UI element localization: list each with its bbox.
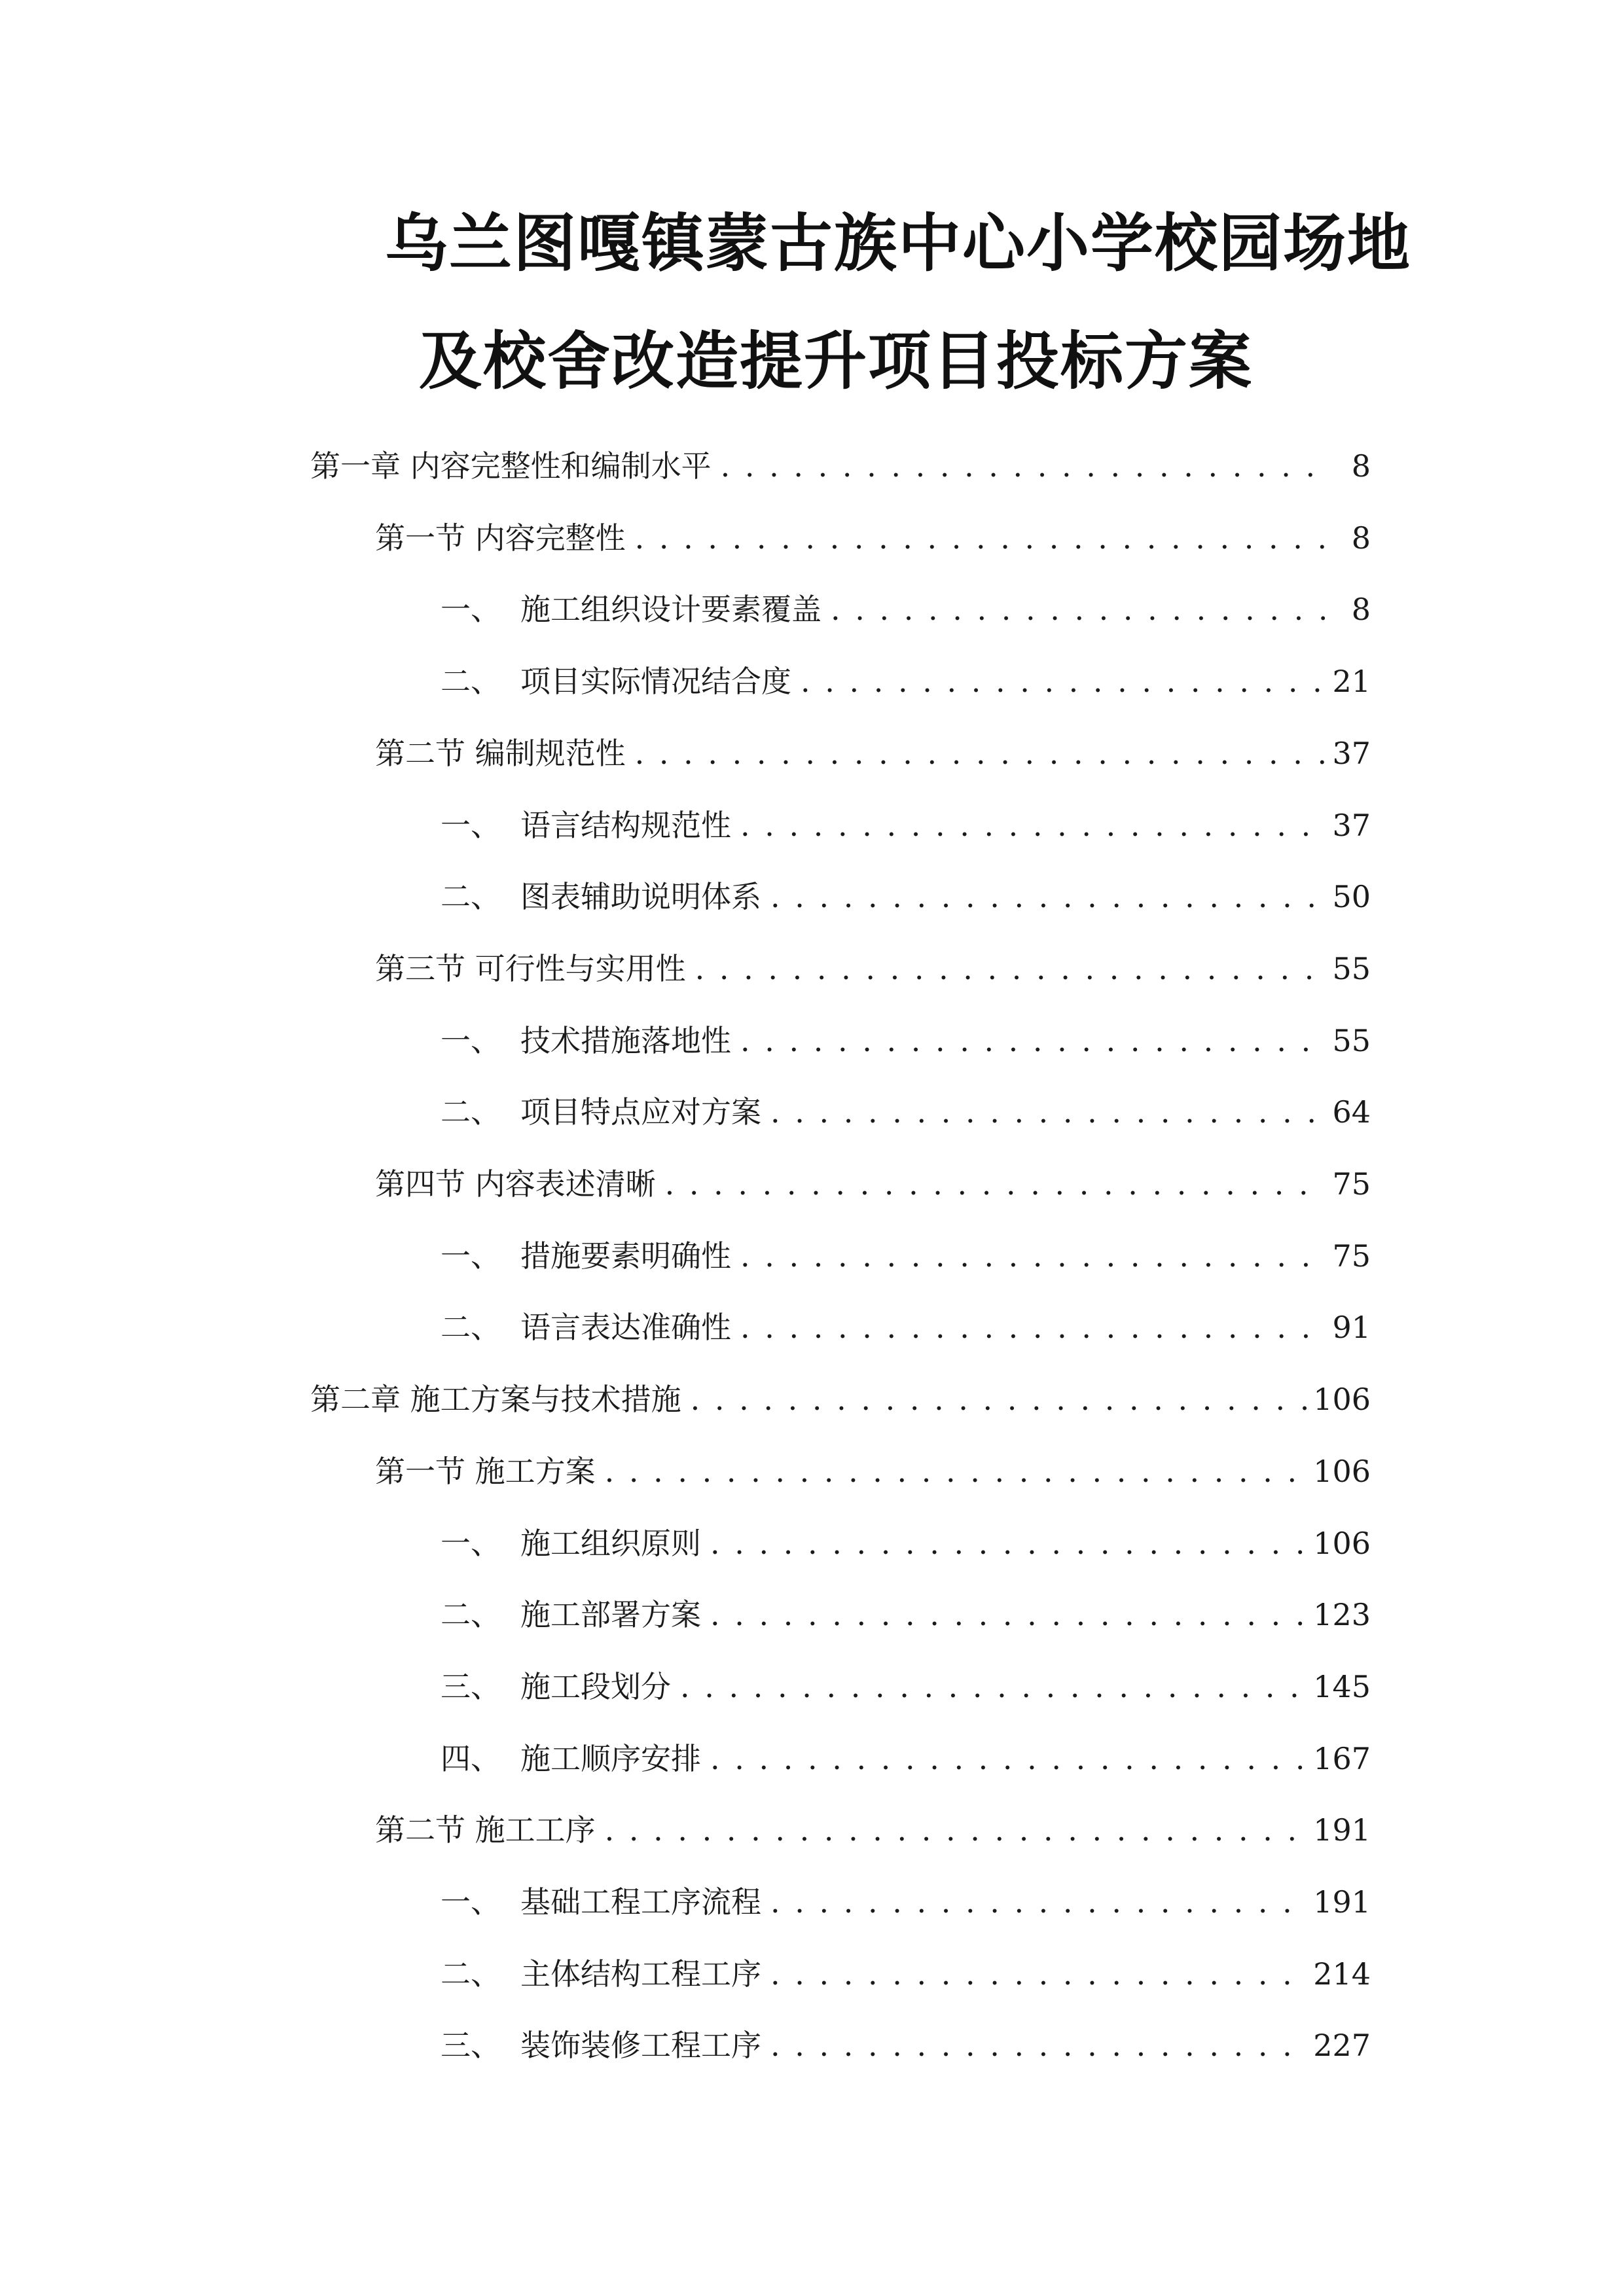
toc-entry-title: 施工段划分 <box>520 1669 671 1704</box>
toc-entry-number: 一、 <box>441 592 501 627</box>
toc-entry-page-number: 167 <box>1313 1741 1371 1776</box>
toc-entry[interactable] <box>375 1158 1371 1210</box>
toc-entry-title: 语言结构规范性 <box>520 808 731 843</box>
toc-entry-page-number: 123 <box>1313 1597 1371 1632</box>
toc-entry[interactable] <box>441 583 1371 636</box>
toc-entry-title: 施工组织设计要素覆盖 <box>520 592 821 627</box>
toc-dot-leader <box>831 583 1325 636</box>
toc-entry-page-number: 75 <box>1332 1238 1371 1274</box>
toc-entry[interactable] <box>441 1301 1371 1354</box>
toc-entry[interactable] <box>375 1804 1371 1856</box>
toc-entry-number: 二、 <box>441 1094 501 1130</box>
toc-entry-title: 第三节 可行性与实用性 <box>375 951 686 986</box>
toc-entry[interactable] <box>441 1948 1371 2000</box>
toc-entry-page-number: 106 <box>1313 1526 1371 1561</box>
title-line-2: 及校舍改造提升项目投标方案 <box>419 325 1253 398</box>
toc-entry-title: 主体结构工程工序 <box>520 1956 761 1992</box>
toc-dot-leader <box>721 440 1325 492</box>
toc-entry-title: 施工顺序安排 <box>520 1741 701 1776</box>
toc-dot-leader <box>710 1732 1307 1785</box>
toc-entry-page-number: 191 <box>1313 1812 1371 1848</box>
title-line-1: 乌兰图嘎镇蒙古族中心小学校园场地 <box>385 207 1411 280</box>
toc-entry-title: 施工部署方案 <box>520 1597 701 1632</box>
toc-entry-number: 四、 <box>441 1741 501 1776</box>
toc-entry-number: 一、 <box>441 808 501 843</box>
toc-dot-leader <box>801 655 1325 708</box>
toc-dot-leader <box>605 1804 1307 1856</box>
toc-entry-number: 二、 <box>441 1597 501 1632</box>
toc-entry-page-number: 64 <box>1332 1094 1371 1130</box>
toc-entry[interactable] <box>441 1588 1371 1641</box>
toc-entry-number: 一、 <box>441 1023 501 1058</box>
toc-entry-title: 施工组织原则 <box>520 1526 701 1561</box>
toc-dot-leader <box>740 1230 1325 1282</box>
toc-entry-page-number: 37 <box>1332 736 1371 771</box>
toc-entry[interactable] <box>441 1086 1371 1138</box>
toc-entry[interactable] <box>441 1230 1371 1282</box>
toc-entry-page-number: 55 <box>1332 1023 1371 1058</box>
toc-entry-number: 二、 <box>441 879 501 914</box>
toc-dot-leader <box>691 1373 1307 1426</box>
toc-entry-title: 第四节 内容表述清晰 <box>375 1166 656 1202</box>
toc-entry-number: 一、 <box>441 1526 501 1561</box>
toc-entry-title: 第一节 内容完整性 <box>375 520 626 556</box>
toc-entry-title: 第一章 内容完整性和编制水平 <box>310 448 712 484</box>
toc-entry[interactable] <box>310 440 1371 492</box>
toc-dot-leader <box>770 1948 1307 2000</box>
toc-dot-leader <box>770 2019 1307 2072</box>
toc-entry[interactable] <box>375 727 1371 780</box>
toc-entry-page-number: 8 <box>1351 448 1371 484</box>
toc-entry-page-number: 106 <box>1313 1454 1371 1489</box>
toc-entry-title: 项目实际情况结合度 <box>520 664 791 699</box>
toc-entry-title: 项目特点应对方案 <box>520 1094 761 1130</box>
toc-dot-leader <box>770 1086 1325 1138</box>
toc-entry[interactable] <box>375 1445 1371 1498</box>
toc-entry-page-number: 21 <box>1332 664 1371 699</box>
toc-entry-title: 语言表达准确性 <box>520 1310 731 1345</box>
toc-entry[interactable] <box>441 799 1371 852</box>
toc-dot-leader <box>635 512 1325 564</box>
toc-entry[interactable] <box>310 1373 1371 1426</box>
toc-entry-number: 二、 <box>441 1310 501 1345</box>
toc-entry-title: 基础工程工序流程 <box>520 1884 761 1920</box>
toc-entry-title: 装饰装修工程工序 <box>520 2028 761 2063</box>
toc-dot-leader <box>710 1517 1307 1570</box>
toc-dot-leader <box>740 799 1325 852</box>
toc-entry-title: 第一节 施工方案 <box>375 1454 596 1489</box>
toc-entry[interactable] <box>441 1014 1371 1067</box>
toc-entry-page-number: 37 <box>1332 808 1371 843</box>
toc-entry-page-number: 106 <box>1313 1382 1371 1417</box>
toc-entry-page-number: 50 <box>1332 879 1371 914</box>
toc-entry-number: 二、 <box>441 664 501 699</box>
toc-entry-title: 第二节 编制规范性 <box>375 736 626 771</box>
toc-dot-leader <box>635 727 1325 780</box>
toc-entry[interactable] <box>441 870 1371 923</box>
toc-dot-leader <box>695 942 1325 995</box>
toc-entry-number: 二、 <box>441 1956 501 1992</box>
toc-entry-page-number: 8 <box>1351 520 1371 556</box>
toc-dot-leader <box>710 1588 1307 1641</box>
toc-dot-leader <box>605 1445 1307 1498</box>
toc-dot-leader <box>740 1301 1325 1354</box>
toc-entry-number: 一、 <box>441 1238 501 1274</box>
toc-dot-leader <box>770 870 1325 923</box>
toc-entry[interactable] <box>375 942 1371 995</box>
toc-entry[interactable] <box>441 1517 1371 1570</box>
toc-entry-page-number: 214 <box>1313 1956 1371 1992</box>
toc-entry-number: 三、 <box>441 2028 501 2063</box>
toc-dot-leader <box>770 1876 1307 1928</box>
toc-entry-page-number: 227 <box>1313 2028 1371 2063</box>
toc-entry-page-number: 8 <box>1351 592 1371 627</box>
toc-entry[interactable] <box>441 1732 1371 1785</box>
toc-entry-title: 措施要素明确性 <box>520 1238 731 1274</box>
toc-entry-page-number: 55 <box>1332 951 1371 986</box>
toc-entry[interactable] <box>441 1876 1371 1928</box>
toc-dot-leader <box>740 1014 1325 1067</box>
toc-entry-page-number: 145 <box>1313 1669 1371 1704</box>
toc-entry-title: 图表辅助说明体系 <box>520 879 761 914</box>
toc-entry-page-number: 75 <box>1332 1166 1371 1202</box>
toc-dot-leader <box>680 1660 1307 1713</box>
toc-entry-title: 技术措施落地性 <box>520 1023 731 1058</box>
toc-entry-title: 第二章 施工方案与技术措施 <box>310 1382 681 1417</box>
toc-entry-number: 一、 <box>441 1884 501 1920</box>
toc-entry-number: 三、 <box>441 1669 501 1704</box>
toc-entry[interactable] <box>375 512 1371 564</box>
toc-entry[interactable] <box>441 655 1371 708</box>
toc-entry[interactable] <box>441 1660 1371 1713</box>
toc-dot-leader <box>665 1158 1325 1210</box>
toc-entry-title: 第二节 施工工序 <box>375 1812 596 1848</box>
toc-entry-page-number: 91 <box>1332 1310 1371 1345</box>
toc-entry[interactable] <box>441 2019 1371 2072</box>
toc-entry-page-number: 191 <box>1313 1884 1371 1920</box>
